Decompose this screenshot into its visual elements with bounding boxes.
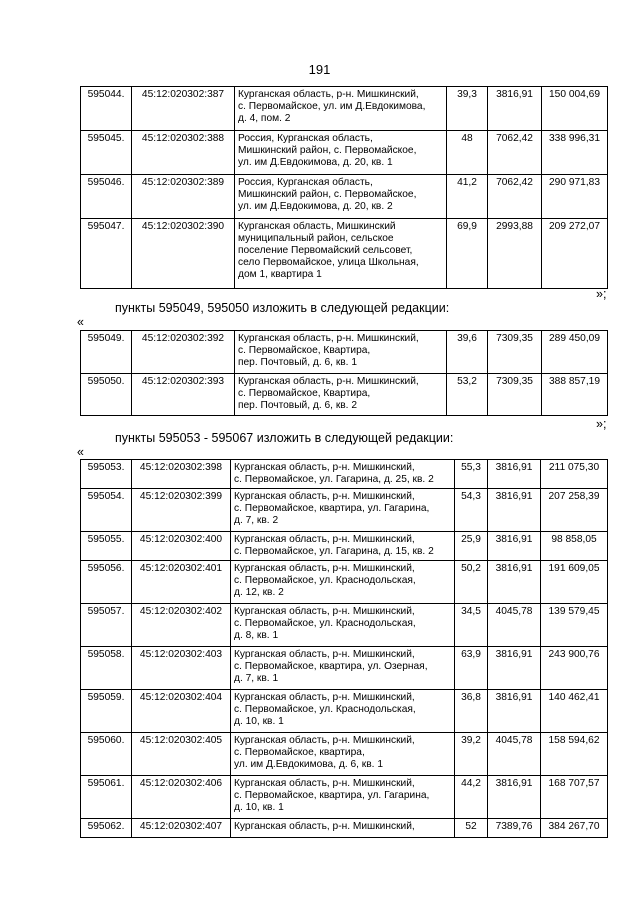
cadastral-value-cell: 168 707,57: [541, 776, 608, 819]
cadastral-value-cell: 243 900,76: [541, 647, 608, 690]
table-row: [81, 175, 608, 219]
table-row: [81, 604, 608, 647]
address-line: ул. им Д.Евдокимова, д. 6, кв. 1: [234, 759, 384, 770]
address-cell: [231, 561, 455, 604]
address-cell: [231, 690, 455, 733]
record-number-cell: 595055.: [81, 532, 132, 561]
address-line: Курганская область, р-н. Мишкинский,: [234, 606, 415, 617]
address-line: д. 10, кв. 1: [234, 802, 284, 813]
area-cell: 53,2: [447, 374, 488, 416]
page-number: 191: [308, 62, 331, 77]
area-cell: 52: [455, 819, 488, 838]
rate-cell: 7309,35: [488, 374, 542, 416]
record-number-cell: 595050.: [81, 374, 132, 416]
address-line: Курганская область, р-н. Мишкинский,: [234, 491, 415, 502]
opening-quote-1: «: [77, 315, 84, 329]
cadastral-number-cell: 45:12:020302:405: [132, 733, 231, 776]
address-cell: [231, 733, 455, 776]
cadastral-value-cell: 98 858,05: [541, 532, 608, 561]
amendment-paragraph-2: пункты 595053 - 595067 изложить в следующей редакции:: [115, 431, 454, 445]
address-line: Курганская область, р-н. Мишкинский,: [234, 821, 415, 832]
rate-cell: 7062,42: [488, 175, 542, 219]
address-line: Курганская область, р-н. Мишкинский,: [234, 735, 415, 746]
cadastral-value-cell: 209 272,07: [542, 219, 608, 289]
cadastral-number-cell: 45:12:020302:407: [132, 819, 231, 838]
address-line: пер. Почтовый, д. 6, кв. 2: [238, 400, 358, 411]
record-number-cell: 595062.: [81, 819, 132, 838]
address-cell: [235, 331, 447, 374]
table-row: [81, 374, 608, 416]
table-row: [81, 87, 608, 131]
rate-cell: 7062,42: [488, 131, 542, 175]
cadastral-number-cell: 45:12:020302:388: [132, 131, 235, 175]
address-line: с. Первомайское, ул. им Д.Евдокимова,: [238, 101, 426, 112]
closing-quote-1: »;: [596, 287, 607, 301]
address-cell: [235, 175, 447, 219]
area-cell: 39,3: [447, 87, 488, 131]
table-row: [81, 647, 608, 690]
record-number-cell: 595044.: [81, 87, 132, 131]
address-line: д. 7, кв. 2: [234, 515, 279, 526]
rate-cell: 4045,78: [488, 604, 541, 647]
record-number-cell: 595060.: [81, 733, 132, 776]
area-cell: 41,2: [447, 175, 488, 219]
record-number-cell: 595049.: [81, 331, 132, 374]
address-cell: [231, 460, 455, 489]
rate-cell: 3816,91: [488, 489, 541, 532]
area-cell: 69,9: [447, 219, 488, 289]
cadastral-value-cell: 289 450,09: [542, 331, 608, 374]
rate-cell: 3816,91: [488, 690, 541, 733]
rate-cell: 3816,91: [488, 87, 542, 131]
area-cell: 48: [447, 131, 488, 175]
table-row: [81, 690, 608, 733]
cadastral-number-cell: 45:12:020302:404: [132, 690, 231, 733]
area-cell: 34,5: [455, 604, 488, 647]
record-number-cell: 595054.: [81, 489, 132, 532]
registry-table-2: [80, 330, 608, 416]
address-line: с. Первомайское, ул. Краснодольская,: [234, 704, 416, 715]
address-line: Курганская область, р-н. Мишкинский,: [238, 333, 419, 344]
cadastral-value-cell: 139 579,45: [541, 604, 608, 647]
address-cell: [231, 819, 455, 838]
table-row: [81, 331, 608, 374]
area-cell: 54,3: [455, 489, 488, 532]
address-cell: [235, 374, 447, 416]
cadastral-number-cell: 45:12:020302:406: [132, 776, 231, 819]
cadastral-value-cell: 150 004,69: [542, 87, 608, 131]
address-line: Курганская область, р-н. Мишкинский,: [238, 89, 419, 100]
table-row: [81, 532, 608, 561]
address-line: с. Первомайское, Квартира,: [238, 388, 371, 399]
address-cell: [235, 131, 447, 175]
address-cell: [231, 776, 455, 819]
amendment-paragraph-1: пункты 595049, 595050 изложить в следующей редакции:: [115, 301, 450, 315]
address-line: Мишкинский район, с. Первомайское,: [238, 145, 417, 156]
rate-cell: 3816,91: [488, 561, 541, 604]
table-row: [81, 776, 608, 819]
cadastral-number-cell: 45:12:020302:387: [132, 87, 235, 131]
address-line: дом 1, квартира 1: [238, 269, 322, 280]
address-line: ул. им Д.Евдокимова, д. 20, кв. 1: [238, 157, 393, 168]
address-cell: [231, 647, 455, 690]
rate-cell: 3816,91: [488, 460, 541, 489]
address-line: д. 8, кв. 1: [234, 630, 279, 641]
rate-cell: 7309,35: [488, 331, 542, 374]
registry-table-1: [80, 86, 608, 289]
record-number-cell: 595053.: [81, 460, 132, 489]
area-cell: 50,2: [455, 561, 488, 604]
cadastral-number-cell: 45:12:020302:399: [132, 489, 231, 532]
table-row: [81, 489, 608, 532]
cadastral-value-cell: 388 857,19: [542, 374, 608, 416]
address-line: Курганская область, р-н. Мишкинский,: [234, 778, 415, 789]
address-line: с. Первомайское, ул. Гагарина, д. 25, кв. 2: [234, 474, 434, 485]
table-row: [81, 819, 608, 838]
address-cell: [235, 87, 447, 131]
cadastral-number-cell: 45:12:020302:389: [132, 175, 235, 219]
address-line: село Первомайское, улица Школьная,: [238, 257, 419, 268]
cadastral-value-cell: 158 594,62: [541, 733, 608, 776]
area-cell: 44,2: [455, 776, 488, 819]
record-number-cell: 595059.: [81, 690, 132, 733]
record-number-cell: 595058.: [81, 647, 132, 690]
record-number-cell: 595046.: [81, 175, 132, 219]
area-cell: 55,3: [455, 460, 488, 489]
address-line: Мишкинский район, с. Первомайское,: [238, 189, 417, 200]
address-line: с. Первомайское, ул. Гагарина, д. 15, кв. 2: [234, 546, 434, 557]
address-line: с. Первомайское, квартира, ул. Гагарина,: [234, 503, 430, 514]
cadastral-number-cell: 45:12:020302:403: [132, 647, 231, 690]
rate-cell: 3816,91: [488, 647, 541, 690]
address-line: пер. Почтовый, д. 6, кв. 1: [238, 357, 358, 368]
address-line: Курганская область, р-н. Мишкинский,: [234, 563, 415, 574]
table-row: [81, 561, 608, 604]
record-number-cell: 595061.: [81, 776, 132, 819]
address-line: с. Первомайское, ул. Краснодольская,: [234, 618, 416, 629]
table-row: [81, 460, 608, 489]
address-line: с. Первомайское, квартира, ул. Гагарина,: [234, 790, 430, 801]
address-line: с. Первомайское, квартира,: [234, 747, 365, 758]
table-row: [81, 131, 608, 175]
area-cell: 25,9: [455, 532, 488, 561]
rate-cell: 4045,78: [488, 733, 541, 776]
rate-cell: 2993,88: [488, 219, 542, 289]
address-line: Курганская область, Мишкинский: [238, 221, 396, 232]
address-line: с. Первомайское, Квартира,: [238, 345, 371, 356]
address-line: муниципальный район, сельское: [238, 233, 394, 244]
cadastral-value-cell: 207 258,39: [541, 489, 608, 532]
table-row: [81, 733, 608, 776]
address-line: Россия, Курганская область,: [238, 177, 373, 188]
closing-quote-2: »;: [596, 417, 607, 431]
address-line: Курганская область, р-н. Мишкинский,: [234, 534, 415, 545]
area-cell: 39,6: [447, 331, 488, 374]
cadastral-number-cell: 45:12:020302:401: [132, 561, 231, 604]
address-cell: [231, 489, 455, 532]
address-line: Курганская область, р-н. Мишкинский,: [234, 649, 415, 660]
rate-cell: 7389,76: [488, 819, 541, 838]
cadastral-number-cell: 45:12:020302:390: [132, 219, 235, 289]
address-line: ул. им Д.Евдокимова, д. 20, кв. 2: [238, 201, 393, 212]
address-line: д. 4, пом. 2: [238, 113, 291, 124]
record-number-cell: 595047.: [81, 219, 132, 289]
address-cell: [231, 532, 455, 561]
record-number-cell: 595057.: [81, 604, 132, 647]
area-cell: 36,8: [455, 690, 488, 733]
cadastral-number-cell: 45:12:020302:398: [132, 460, 231, 489]
address-line: Курганская область, р-н. Мишкинский,: [234, 462, 415, 473]
cadastral-number-cell: 45:12:020302:392: [132, 331, 235, 374]
cadastral-value-cell: 384 267,70: [541, 819, 608, 838]
cadastral-number-cell: 45:12:020302:393: [132, 374, 235, 416]
cadastral-value-cell: 290 971,83: [542, 175, 608, 219]
record-number-cell: 595056.: [81, 561, 132, 604]
rate-cell: 3816,91: [488, 532, 541, 561]
area-cell: 63,9: [455, 647, 488, 690]
address-line: Россия, Курганская область,: [238, 133, 373, 144]
cadastral-number-cell: 45:12:020302:402: [132, 604, 231, 647]
cadastral-value-cell: 191 609,05: [541, 561, 608, 604]
address-line: Курганская область, р-н. Мишкинский,: [234, 692, 415, 703]
address-cell: [235, 219, 447, 289]
table-row: [81, 219, 608, 289]
opening-quote-2: «: [77, 445, 84, 459]
address-line: д. 10, кв. 1: [234, 716, 284, 727]
cadastral-value-cell: 338 996,31: [542, 131, 608, 175]
address-line: Курганская область, р-н. Мишкинский,: [238, 376, 419, 387]
record-number-cell: 595045.: [81, 131, 132, 175]
cadastral-value-cell: 140 462,41: [541, 690, 608, 733]
rate-cell: 3816,91: [488, 776, 541, 819]
cadastral-value-cell: 211 075,30: [541, 460, 608, 489]
registry-table-3: [80, 459, 608, 838]
address-line: с. Первомайское, ул. Краснодольская,: [234, 575, 416, 586]
address-line: поселение Первомайский сельсовет,: [238, 245, 413, 256]
cadastral-number-cell: 45:12:020302:400: [132, 532, 231, 561]
address-cell: [231, 604, 455, 647]
address-line: д. 7, кв. 1: [234, 673, 279, 684]
address-line: д. 12, кв. 2: [234, 587, 284, 598]
area-cell: 39,2: [455, 733, 488, 776]
address-line: с. Первомайское, квартира, ул. Озерная,: [234, 661, 428, 672]
